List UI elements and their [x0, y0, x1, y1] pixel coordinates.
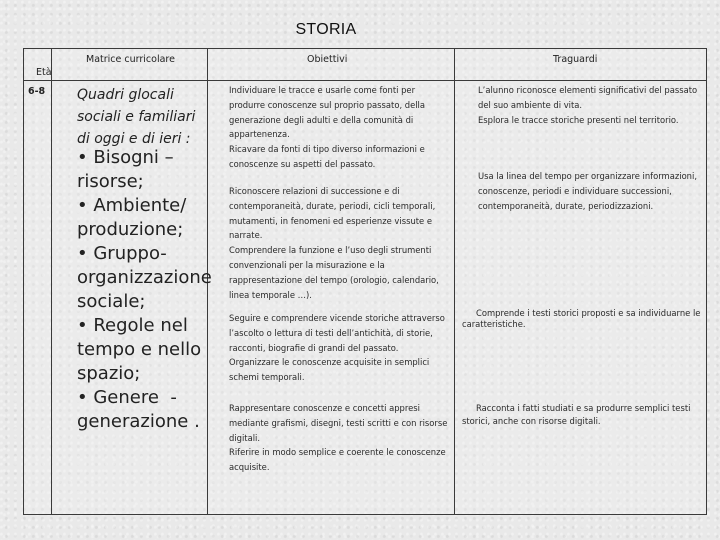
header-divider — [24, 80, 706, 81]
traguardo-line: del suo ambiente di vita. — [478, 99, 583, 110]
traguardo-line: contemporaneità, durate, periodizzazioni. — [478, 200, 654, 211]
bullet-line: produzione; — [77, 219, 184, 240]
obiettivo-line: Comprendere la funzione e l’uso degli strumenti — [229, 245, 432, 256]
header-obiettivi: Obiettivi — [307, 54, 348, 65]
matrice-bullet-list — [77, 146, 212, 434]
header-eta: Età — [36, 67, 52, 78]
bullet-line: organizzazione — [77, 267, 212, 288]
obiettivo-block — [229, 184, 439, 302]
traguardo-line: Comprende i testi storici proposti e sa individuarne le — [476, 308, 701, 318]
obiettivo-line: digitali. — [229, 432, 261, 443]
traguardo-line: Racconta i fatti studiati e sa produrre semplici testi — [476, 403, 691, 413]
obiettivo-line: rappresentazione del tempo (orologio, calendario, — [229, 274, 439, 285]
obiettivo-block — [229, 401, 447, 475]
bullet-line: • Gruppo- — [77, 243, 167, 264]
bullet-line: tempo e nello — [77, 339, 202, 360]
bullet-line: • Genere - — [77, 387, 177, 408]
eta-value: 6-8 — [28, 86, 46, 97]
obiettivo-line: Organizzare le conoscenze acquisite in semplici — [229, 357, 430, 368]
bullet-line: generazione . — [77, 411, 200, 432]
traguardo-block — [478, 83, 697, 127]
obiettivo-line: conoscenze su aspetti del passato. — [229, 158, 376, 169]
obiettivo-line: produrre conoscenze sul proprio passato, della — [229, 99, 426, 110]
matrice-subtitle-line: di oggi e di ieri : — [77, 131, 191, 147]
obiettivo-line: generazione degli adulti e della comunità di — [229, 114, 414, 125]
bullet-line: • Bisogni – — [77, 147, 174, 168]
traguardo-line: Esplora le tracce storiche presenti nel territorio. — [478, 114, 679, 125]
bullet-line: • Ambiente/ — [77, 195, 187, 216]
traguardo-block — [462, 401, 690, 429]
traguardo-block — [478, 169, 697, 213]
obiettivo-line: Rappresentare conoscenze e concetti appresi — [229, 403, 420, 413]
obiettivo-line: mutamenti, in fenomeni ed esperienze vissute e — [229, 215, 432, 226]
obiettivo-line: contemporaneità, durate, periodi, cicli temporali, — [229, 200, 436, 211]
traguardo-block — [462, 306, 700, 332]
obiettivo-line: Seguire e comprendere vicende storiche attraverso — [229, 313, 445, 323]
bullet-line: • Regole nel — [77, 315, 188, 336]
obiettivo-line: mediante grafismi, disegni, testi scritti e con risorse — [229, 417, 448, 428]
matrice-subtitle — [77, 84, 203, 150]
header-matrice: Matrice curricolare — [86, 54, 175, 65]
obiettivo-block — [229, 311, 445, 385]
matrice-subtitle-line: Quadri glocali — [77, 87, 174, 103]
header-traguardi: Traguardi — [553, 54, 598, 65]
bullet-line: sociale; — [77, 291, 146, 312]
obiettivo-line: Riconoscere relazioni di successione e di — [229, 186, 400, 196]
obiettivo-line: acquisite. — [229, 462, 270, 473]
obiettivo-line: racconti, biografie di grandi del passato. — [229, 342, 399, 353]
obiettivo-line: l’ascolto o lettura di testi dell’antichità, di storie, — [229, 327, 433, 338]
obiettivo-line: linea temporale …). — [229, 289, 312, 300]
traguardo-line: storici, anche con risorse digitali. — [462, 415, 601, 426]
obiettivo-line: appartenenza. — [229, 129, 290, 140]
obiettivo-line: Ricavare da fonti di tipo diverso informazioni e — [229, 144, 425, 155]
bullet-line: spazio; — [77, 363, 141, 384]
obiettivo-line: Riferire in modo semplice e coerente le conoscenze — [229, 447, 446, 458]
obiettivo-line: schemi temporali. — [229, 372, 305, 383]
obiettivo-line: convenzionali per la misurazione e la — [229, 259, 385, 270]
column-divider — [454, 49, 455, 514]
traguardo-line: Usa la linea del tempo per organizzare informazioni, — [478, 171, 697, 181]
traguardo-line: caratteristiche. — [462, 318, 526, 329]
traguardo-line: conoscenze, periodi e individuare successioni, — [478, 185, 672, 196]
obiettivo-line: narrate. — [229, 230, 263, 241]
traguardo-line: L’alunno riconosce elementi significativi del passato — [478, 85, 698, 95]
column-divider — [51, 49, 52, 514]
obiettivo-line: Individuare le tracce e usarle come fonti per — [229, 85, 416, 95]
bullet-line: risorse; — [77, 171, 144, 192]
obiettivo-block — [229, 83, 425, 172]
page-title: STORIA — [295, 21, 357, 38]
curriculum-table — [23, 48, 707, 515]
matrice-subtitle-line: sociali e familiari — [77, 109, 196, 125]
